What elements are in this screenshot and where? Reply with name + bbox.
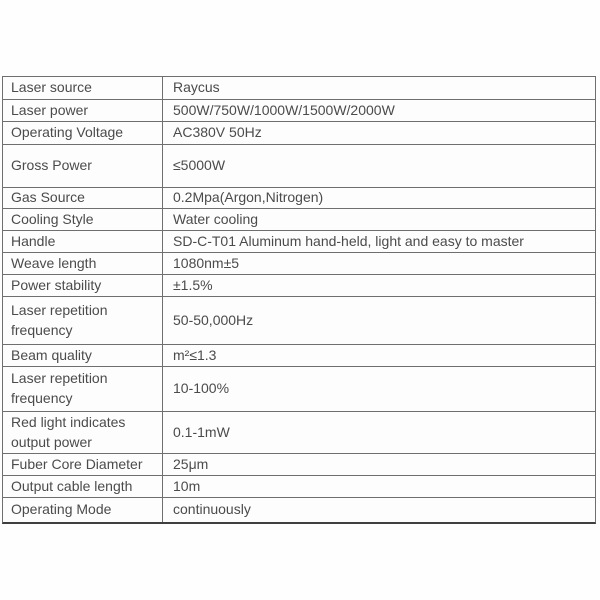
table-row — [3, 476, 595, 498]
table-row — [3, 253, 595, 275]
spec-value: ≤5000W — [173, 157, 226, 174]
table-row — [3, 100, 595, 122]
spec-label: Laser power — [3, 100, 163, 121]
spec-label: Output cable length — [3, 476, 163, 497]
spec-label: Gas Source — [3, 188, 163, 208]
spec-label: Gross Power — [3, 145, 163, 187]
spec-value: 10m — [173, 477, 201, 494]
table-row — [3, 275, 595, 297]
spec-value: AC380V 50Hz — [173, 124, 262, 141]
spec-label: Operating Voltage — [3, 122, 163, 144]
table-row — [3, 454, 595, 476]
spec-value: Water cooling — [173, 210, 259, 227]
spec-label: Weave length — [3, 253, 163, 274]
table-row — [3, 367, 595, 412]
spec-label: Red light indicates output power — [3, 412, 163, 453]
spec-value: SD-C-T01 Aluminum hand-held, light and easy to master — [173, 232, 524, 249]
spec-table — [2, 76, 596, 524]
spec-label: Handle — [3, 231, 163, 252]
spec-value: Raycus — [173, 79, 220, 96]
table-row — [3, 231, 595, 253]
spec-label: Laser source — [3, 77, 163, 99]
spec-value: 0.2Mpa(Argon,Nitrogen) — [173, 189, 324, 206]
table-row — [3, 345, 595, 367]
table-row — [3, 145, 595, 188]
table-row — [3, 412, 595, 454]
spec-value: 10-100% — [173, 380, 230, 397]
table-row — [3, 297, 595, 345]
spec-label: Cooling Style — [3, 209, 163, 230]
spec-label: Fuber Core Diameter — [3, 454, 163, 475]
spec-value: 25μm — [173, 455, 209, 472]
spec-value: continuously — [173, 501, 251, 518]
table-row — [3, 77, 595, 100]
spec-label: Laser repetition frequency — [3, 367, 163, 411]
spec-value: 0.1-1mW — [173, 423, 230, 440]
table-row — [3, 209, 595, 231]
spec-value: 50-50,000Hz — [173, 311, 254, 328]
spec-label: Operating Mode — [3, 498, 163, 522]
table-row — [3, 498, 595, 522]
spec-label: Power stability — [3, 275, 163, 296]
spec-label: Beam quality — [3, 345, 163, 366]
spec-value: m²≤1.3 — [173, 346, 217, 363]
spec-value: ±1.5% — [173, 276, 213, 293]
table-row — [3, 122, 595, 145]
spec-value: 1080nm±5 — [173, 254, 240, 271]
spec-label: Laser repetition frequency — [3, 297, 163, 344]
table-row — [3, 188, 595, 209]
spec-value: 500W/750W/1000W/1500W/2000W — [173, 101, 395, 118]
